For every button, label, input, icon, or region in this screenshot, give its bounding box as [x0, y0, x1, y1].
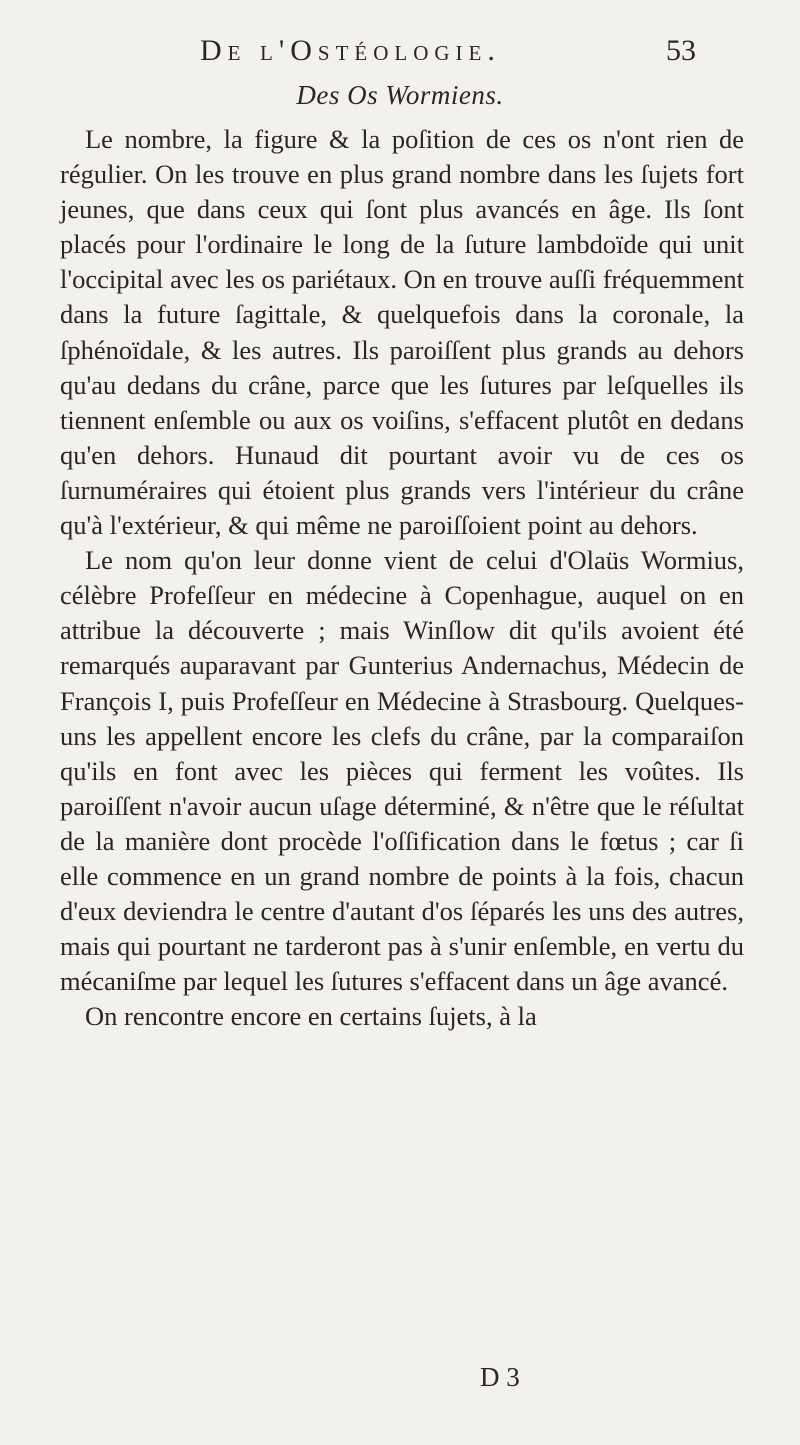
- running-head: [200, 34, 696, 78]
- section-heading: Des Os Wormiens.: [296, 80, 504, 110]
- page-number: 53: [666, 34, 696, 67]
- running-title: De l'Ostéologie.: [200, 34, 501, 67]
- signature-mark: D 3: [480, 1362, 520, 1392]
- paragraph: Le nombre, la figure & la poſition de ces os n'ont rien de régulier. On les trouve en plus grand nombre dans les ſujets fort jeunes, que dans ceux qui ſont plus avancés en âge. Ils ſont placés pour l'ordinaire le long de la ſuture lambdoïde qui unit l'occipital avec les os pariétaux. On en trouve auſſi fréquemment dans la future ſagittale, & quelquefois dans la coronale, la ſphénoïdale, & les autres. Ils paroiſſent plus grands au dehors qu'au dedans du crâne, parce que les ſutures par leſquelles ils tiennent enſemble ou aux os voiſins, s'effacent plutôt en dedans qu'en dehors. Hunaud dit pourtant avoir vu de ces os ſurnuméraires qui étoient plus grands vers l'intérieur du crâne qu'à l'extérieur, & qui même ne paroiſſoient point au dehors.: [60, 124, 744, 541]
- paragraph: On rencontre encore en certains ſujets, à la: [85, 1001, 537, 1032]
- body-text: [60, 122, 744, 1034]
- paragraph: Le nom qu'on leur donne vient de celui d'Olaüs Wormius, célèbre Profeſſeur en médecine à Copenhague, auquel on en attribue la découverte ; mais Winſlow dit qu'ils avoient été remarqués auparavant par Gunterius Andernachus, Médecin de François I, puis Profeſſeur en Médecine à Strasbourg. Quelques-uns les appellent encore les clefs du crâne, par la comparaiſon qu'ils en font avec les pièces qui ferment les voûtes. Ils paroiſſent n'avoir aucun uſage déterminé, & n'être que le réſultat de la manière dont procède l'oſſification dans le fœtus ; car ſi elle commence en un grand nombre de points à la fois, chacun d'eux deviendra le centre d'autant d'os ſéparés les uns des autres, mais qui pourtant ne tarderont pas à s'unir enſemble, en vertu du mécaniſme par lequel les ſutures s'effacent dans un âge avancé.: [60, 545, 744, 997]
